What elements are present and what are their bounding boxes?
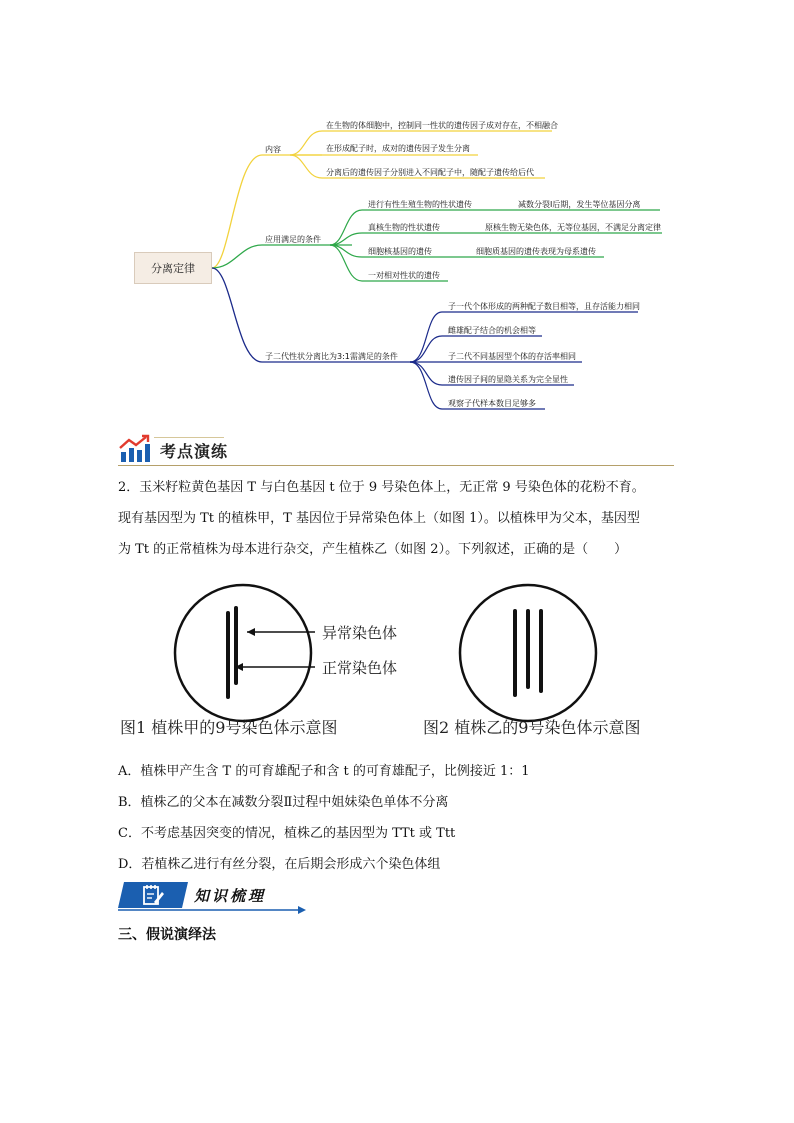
leaf-ratio-5: 观察子代样本数目足够多 xyxy=(448,399,536,408)
label-normal: 正常染色体 xyxy=(322,659,398,677)
section-title-knowledge: 知识梳理 xyxy=(194,887,267,905)
leaf-conditions-2: 真核生物的性状遗传 xyxy=(368,223,440,232)
leaf-conditions-4: 一对相对性状的遗传 xyxy=(368,271,440,280)
question-line-1: 2．玉米籽粒黄色基因 T 与白色基因 t 位于 9 号染色体上，无正常 9 号染色体的花粉不育。 xyxy=(118,480,645,495)
branch-label-ratio: 子二代性状分离比为3:1需满足的条件 xyxy=(265,352,398,361)
leaf-conditions-3: 细胞核基因的遗传 xyxy=(368,247,432,256)
question-line-2: 现有基因型为 Tt 的植株甲，T 基因位于异常染色体上（如图 1）。以植株甲为父本，基因型 xyxy=(118,511,640,526)
leaf-ratio-1: 子一代个体形成的两种配子数目相等，且存活能力相同 xyxy=(448,302,640,311)
mindmap-root: 分离定律 xyxy=(134,252,212,284)
connector-ratio xyxy=(212,268,412,362)
leaf-conditions-1: 进行有性生殖生物的性状遗传 xyxy=(368,200,472,209)
leaf-ratio-3: 子二代不同基因型个体的存活率相同 xyxy=(448,352,576,361)
section-header-practice xyxy=(118,432,674,468)
figure-caption-2: 图2 植株乙的9号染色体示意图 xyxy=(423,718,641,737)
option-a: A．植株甲产生含 T 的可育雄配子和含 t 的可育雄配子，比例接近 1：1 xyxy=(118,764,530,779)
leaf-content-1: 在生物的体细胞中，控制同一性状的遗传因子成对存在，不相融合 xyxy=(326,121,558,130)
section-header-knowledge xyxy=(118,880,308,916)
label-abnormal: 异常染色体 xyxy=(322,624,398,642)
branch-label-content: 内容 xyxy=(265,145,281,154)
section-title-practice: 考点演练 xyxy=(160,442,229,461)
option-b: B．植株乙的父本在减数分裂Ⅱ过程中姐妹染色单体不分离 xyxy=(118,795,449,810)
arrowhead-abnormal xyxy=(247,628,255,636)
figure-caption-1: 图1 植株甲的9号染色体示意图 xyxy=(120,718,338,737)
leaf-conditions-2-note: 原核生物无染色体，无等位基因，不满足分离定律 xyxy=(485,223,661,232)
header-rule xyxy=(118,465,674,466)
notepad-icon xyxy=(142,884,164,906)
leaf-conditions-1-note: 减数分裂Ⅰ后期，发生等位基因分离 xyxy=(518,200,641,209)
branch-label-conditions: 应用满足的条件 xyxy=(265,235,321,244)
heading-hypothetico-deductive: 三、假说演绎法 xyxy=(118,927,216,943)
leaf-ratio-4: 遗传因子间的显隐关系为完全显性 xyxy=(448,375,568,384)
chart-up-icon xyxy=(118,434,152,464)
question-line-3: 为 Tt 的正常植株为母本进行杂交，产生植株乙（如图 2）。下列叙述，正确的是（ ） xyxy=(118,542,628,557)
option-c: C．不考虑基因突变的情况，植株乙的基因型为 TTt 或 Ttt xyxy=(118,826,456,841)
cell-circle-1 xyxy=(175,585,311,721)
leaf-content-3: 分离后的遗传因子分别进入不同配子中，随配子遗传给后代 xyxy=(326,168,534,177)
leaf-conditions-3-note: 细胞质基因的遗传表现为母系遗传 xyxy=(476,247,596,256)
option-d: D．若植株乙进行有丝分裂，在后期会形成六个染色体组 xyxy=(118,857,441,872)
connector-conditions xyxy=(212,245,352,268)
header-rule-accent xyxy=(154,437,224,438)
connector-content xyxy=(212,155,322,268)
leaf-ratio-2: 雌雄配子结合的机会相等 xyxy=(448,326,536,335)
leaf-content-2: 在形成配子时，成对的遗传因子发生分离 xyxy=(326,144,470,153)
